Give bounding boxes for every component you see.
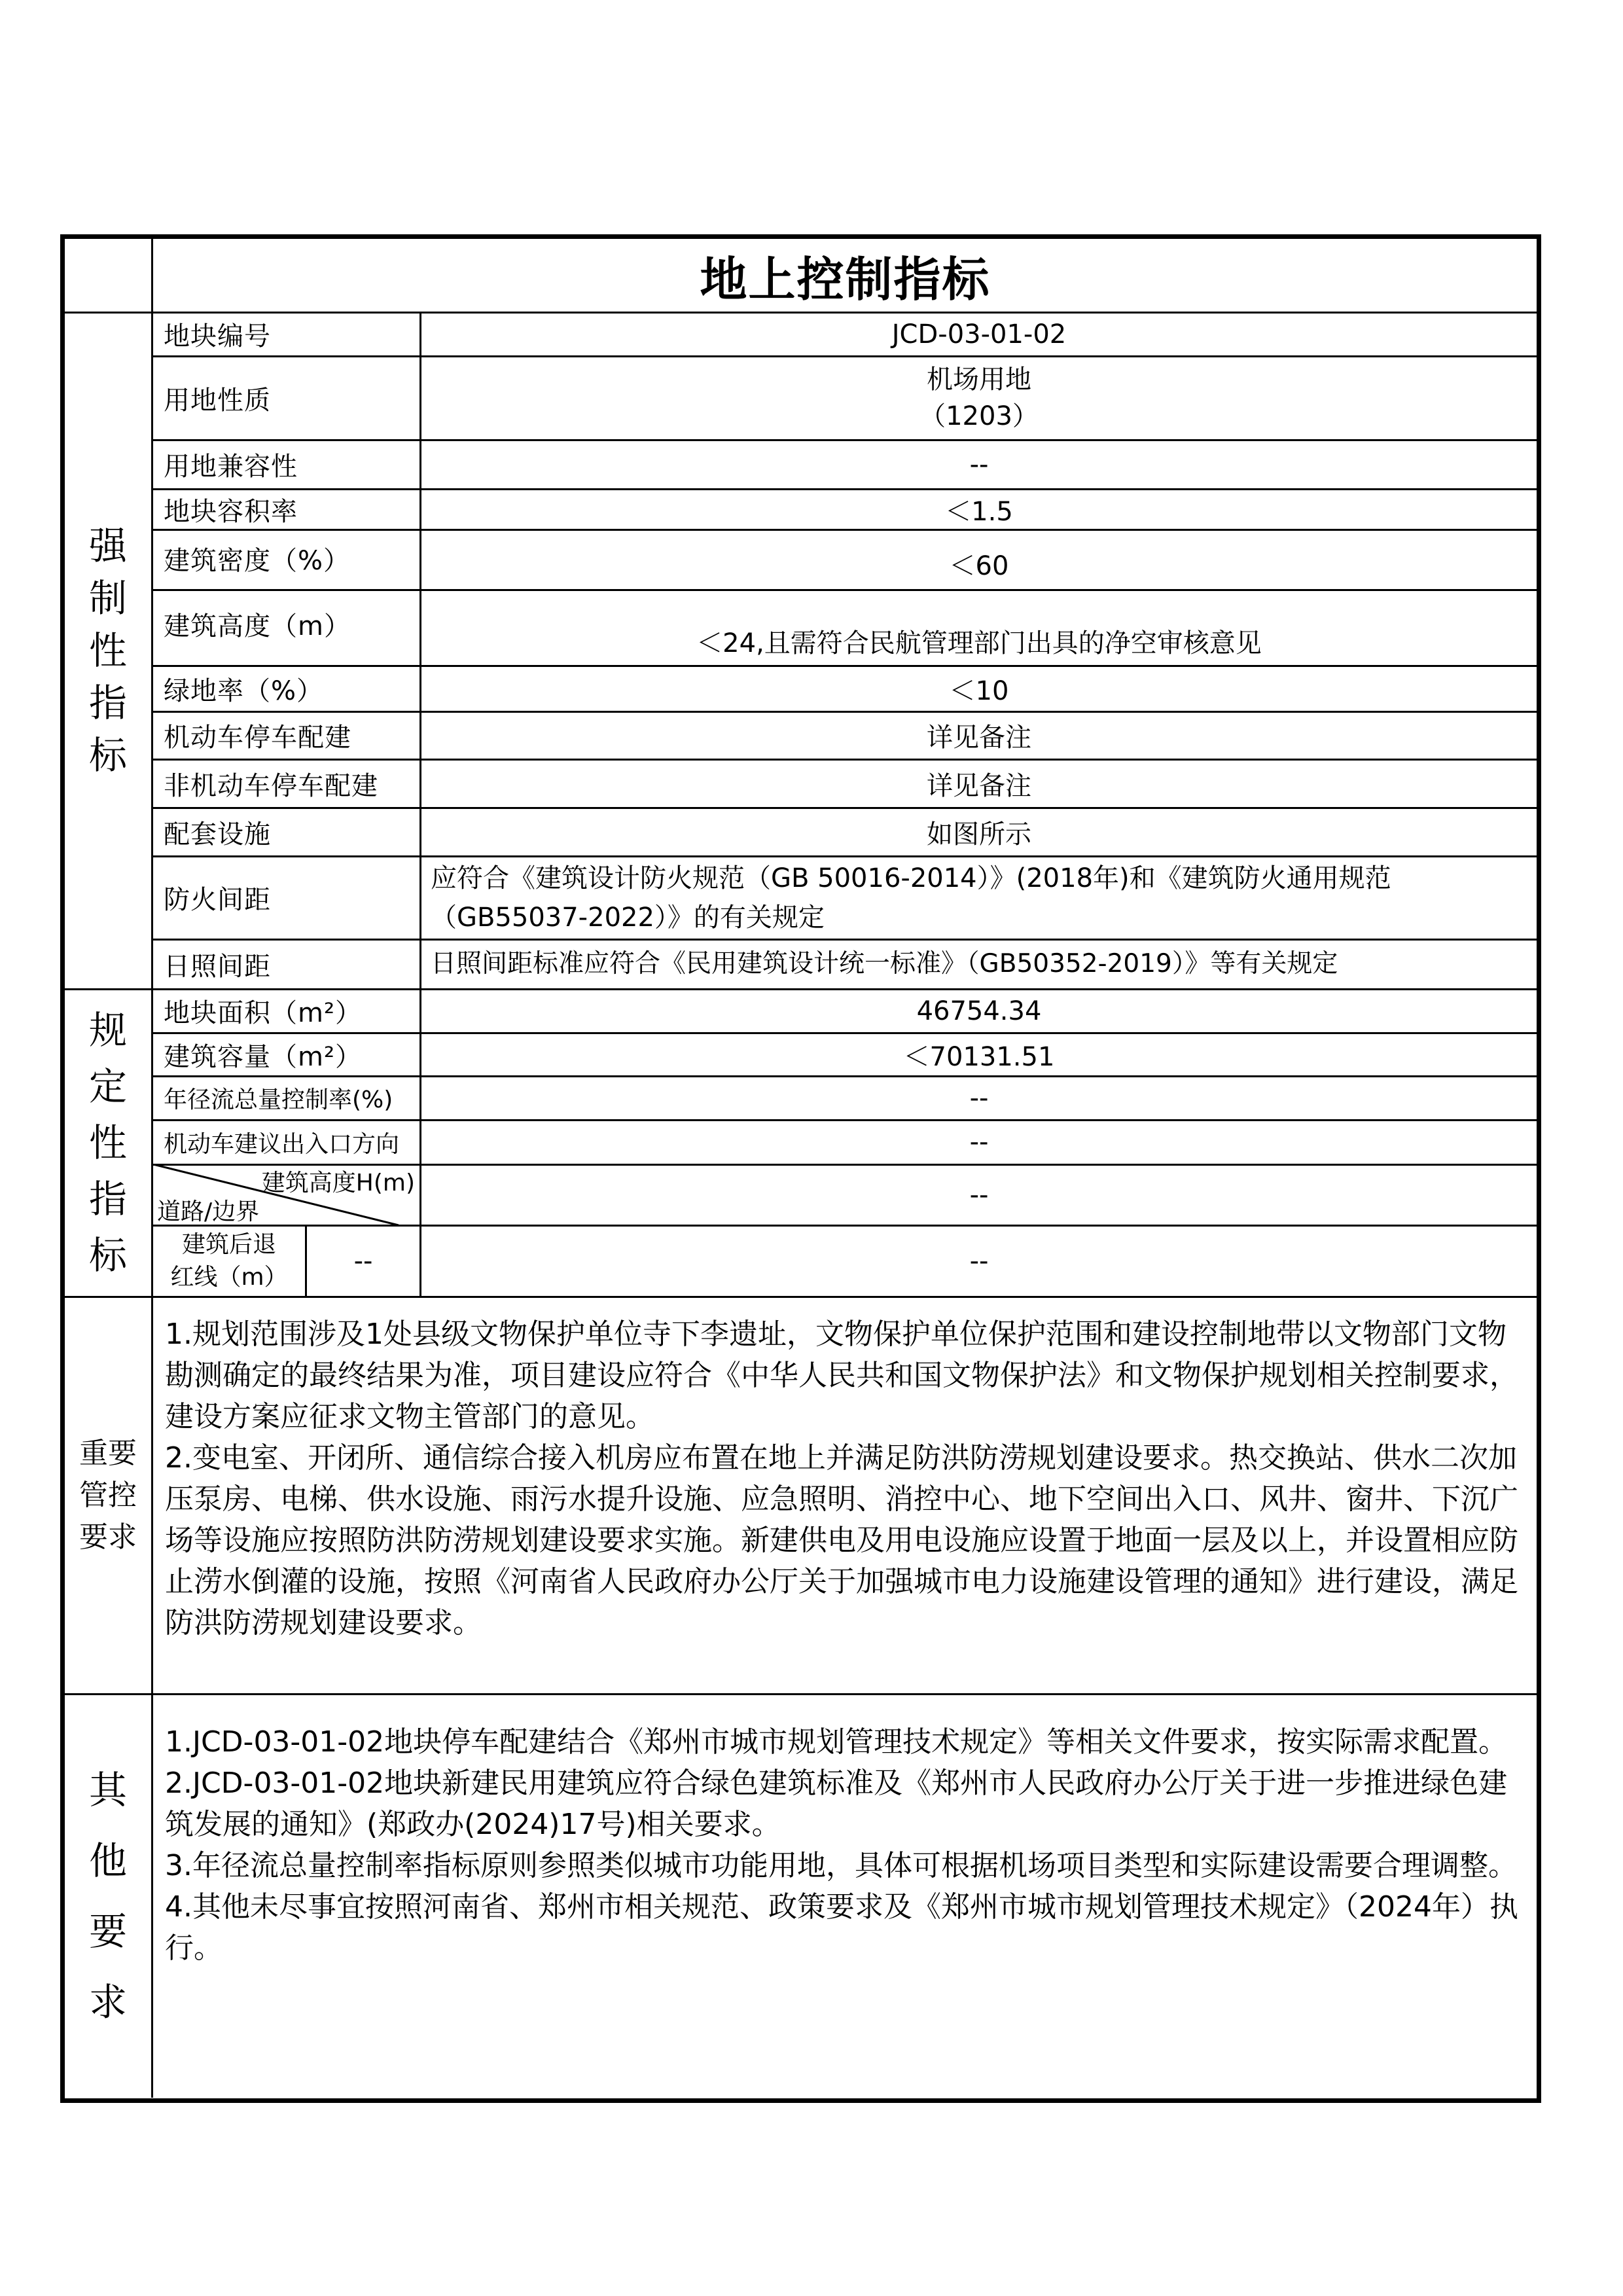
row-value-setback: --: [969, 1246, 989, 1276]
category-char: 求: [88, 1979, 127, 2024]
category-char: 标: [88, 733, 127, 778]
category-key-controls: [65, 1297, 151, 1694]
key-control-item: 2.变电室、开闭所、通信综合接入机房应布置在地上并满足防洪防涝规划建设要求。热交换站、供水二次加压泵房、电梯、供水设施、雨污水提升设施、应急照明、消控中心、地下空间出入口、风井、窗井、下沉广场等设施应按照防洪防涝规划建设要求实施。新建供电及用电设施应设置于地面一层及以上，并设置相应防止涝水倒灌的设施，按照《河南省人民政府办公厅关于加强城市电力设施建设管理的通知》进行建设，满足防洪防涝规划建设要求。: [165, 1441, 1518, 1640]
diagonal-header-road-boundary: 道路/边界: [157, 1198, 260, 1225]
row-value-runoff-control: --: [969, 1083, 989, 1113]
row-label-sunlight-spacing: 日照间距: [164, 951, 271, 982]
other-requirement-item: 4.其他未尽事宜按照河南省、郑州市相关规范、政策要求及《郑州市城市规划管理技术规定》（2024年）执行。: [165, 1890, 1518, 1965]
row-label-nonmotor-parking: 非机动车停车配建: [164, 770, 378, 801]
category-prescriptive: [65, 989, 151, 1297]
diagonal-header-building-height: 建筑高度H(m): [261, 1169, 415, 1196]
category-char: 指: [88, 1177, 127, 1221]
row-label-vehicle-entrance: 机动车建议出入口方向: [164, 1130, 400, 1158]
row-value-parcel-area: 46754.34: [916, 996, 1042, 1026]
setback-label-line: 建筑后退: [181, 1230, 276, 1258]
category-char: 要: [88, 1909, 127, 1954]
row-value-vehicle-entrance: --: [969, 1127, 989, 1157]
category-char: 定: [88, 1064, 127, 1109]
category-mandatory: [65, 312, 151, 989]
category-char: 制: [88, 576, 127, 620]
category-char: 规: [88, 1008, 127, 1052]
other-requirement-item: 2.JCD-03-01-02地块新建民用建筑应符合绿色建筑标准及《郑州市人民政府办公厅关于进一步推进绿色建筑发展的通知》(郑政办(2024)17号)相关要求。: [165, 1767, 1508, 1841]
row-label-parcel-area: 地块面积（m²）: [164, 998, 362, 1028]
key-controls-content: [153, 1297, 1537, 1694]
land-use-name: 机场用地: [927, 365, 1031, 395]
row-label-land-use: 用地性质: [164, 385, 271, 416]
land-use-code: （1203）: [919, 401, 1039, 431]
row-value-nonmotor-parking: 详见备注: [927, 770, 1031, 801]
category-char: 标: [88, 1233, 127, 1278]
row-value-sunlight-spacing: 日照间距标准应符合《民用建筑设计统一标准》（GB50352-2019）》等有关规定: [431, 949, 1338, 978]
key-control-item: 1.规划范围涉及1处县级文物保护单位寺下李遗址，文物保护单位保护范围和建设控制地带以文物部门文物勘测确定的最终结果为准，项目建设应符合《中华人民共和国文物保护法》和文物保护规划相关控制要求，建设方案应征求文物主管部门的意见。: [165, 1318, 1518, 1433]
row-value-vehicle-parking: 详见备注: [927, 723, 1031, 753]
setback-sub-value: --: [353, 1246, 373, 1276]
row-label-building-capacity: 建筑容量（m²）: [164, 1041, 362, 1072]
category-other: [65, 1694, 151, 2098]
table-title: 地上控制指标: [700, 252, 991, 307]
category-word: 要求: [79, 1520, 137, 1554]
other-requirement-item: 1.JCD-03-01-02地块停车配建结合《郑州市城市规划管理技术规定》等相关文件要求，按实际需求配置。: [165, 1725, 1508, 1759]
row-label-setback: [153, 1225, 305, 1297]
row-label-height: 建筑高度（m）: [164, 611, 351, 641]
category-char: 其: [88, 1767, 127, 1812]
other-requirement-item: 3.年径流总量控制率指标原则参照类似城市功能用地，具体可根据机场项目类型和实际建设需要合理调整。: [165, 1849, 1517, 1882]
category-char: 指: [88, 681, 127, 725]
row-label-vehicle-parking: 机动车停车配建: [164, 723, 351, 753]
row-value-compatibility: --: [969, 449, 989, 480]
row-label-fire-spacing: 防火间距: [164, 885, 271, 915]
other-requirements-content: [153, 1694, 1537, 2098]
row-value-facilities: 如图所示: [927, 819, 1031, 850]
row-label-parcel-code: 地块编号: [164, 321, 271, 351]
row-value-fire-spacing: 应符合《建筑设计防火规范（GB 50016-2014）》(2018年)和《建筑防火通用规范（GB55037-2022）》的有关规定: [431, 863, 1391, 933]
row-value-land-use: [421, 356, 1537, 440]
category-char: 强: [88, 524, 127, 568]
row-value-height: ＜24,且需符合民航管理部门出具的净空审核意见: [696, 628, 1262, 658]
row-label-density: 建筑密度（%）: [164, 546, 351, 576]
category-char: 性: [88, 628, 127, 673]
row-label-compatibility: 用地兼容性: [164, 452, 298, 482]
category-char: 他: [88, 1838, 127, 1883]
row-value-parcel-code: JCD-03-01-02: [891, 319, 1067, 350]
row-label-green-ratio: 绿地率（%）: [164, 675, 324, 706]
category-word: 管控: [79, 1478, 137, 1512]
row-value-far: ＜1.5: [945, 496, 1013, 527]
row-label-far: 地块容积率: [164, 496, 298, 527]
row-value-building-capacity: ＜70131.51: [903, 1041, 1055, 1072]
category-char: 性: [88, 1121, 127, 1165]
row-value-green-ratio: ＜10: [949, 675, 1009, 706]
row-label-facilities: 配套设施: [164, 819, 271, 850]
row-label-runoff-control: 年径流总量控制率(%): [164, 1086, 393, 1113]
row-value-density: ＜60: [949, 550, 1009, 581]
category-word: 重要: [79, 1436, 137, 1470]
row-value-road-boundary: --: [969, 1179, 989, 1210]
setback-label-line: 红线（m）: [170, 1263, 288, 1291]
